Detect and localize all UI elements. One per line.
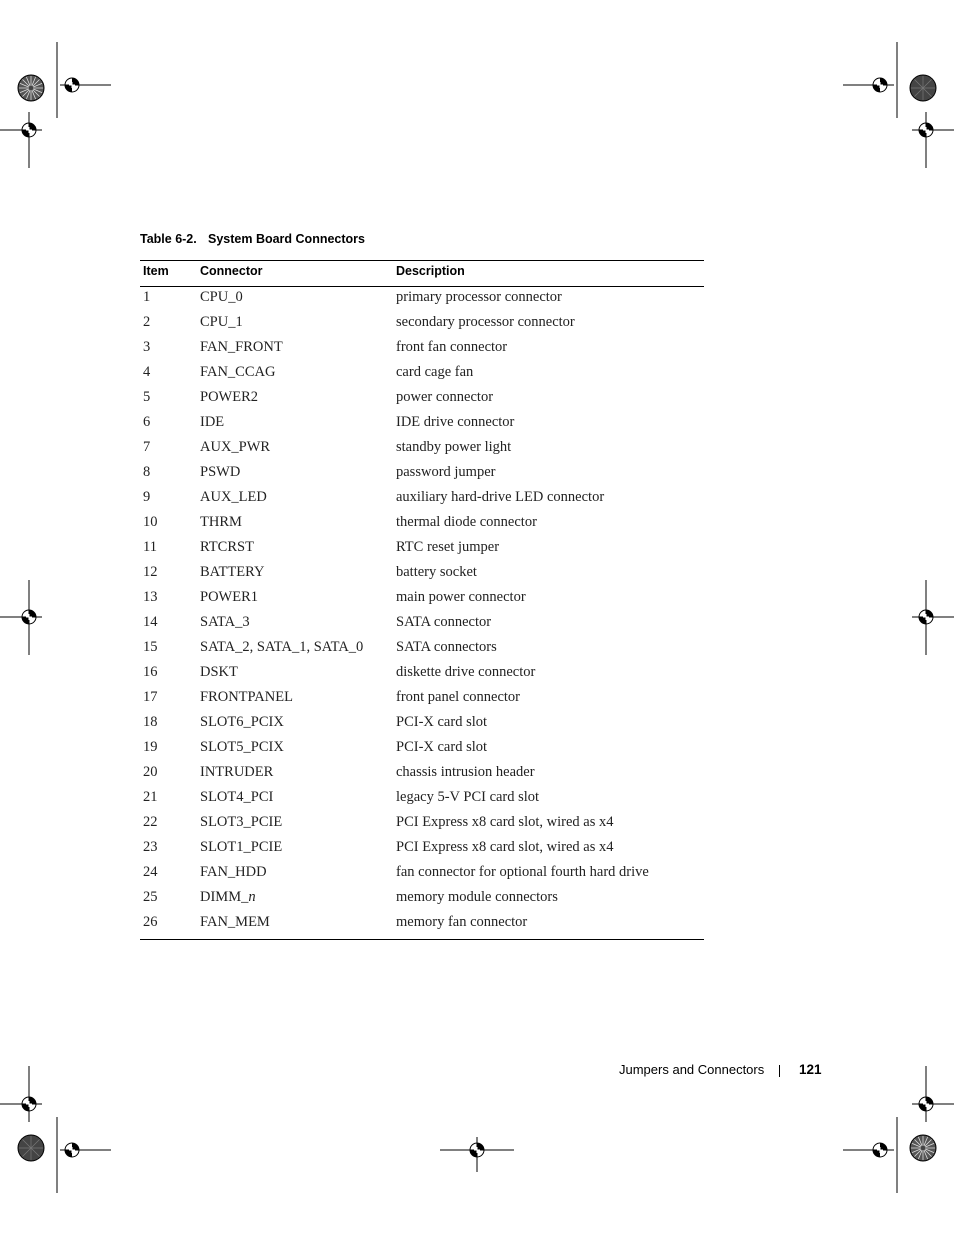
table-row: [140, 887, 704, 912]
cell-item: 16: [143, 664, 158, 680]
cell-connector: [200, 512, 242, 532]
cell-connector: [200, 737, 284, 757]
cell-item: 14: [143, 614, 158, 630]
cell-connector-text: SLOT5_PCIX: [200, 739, 284, 755]
cell-description: memory fan connector: [396, 914, 528, 930]
cell-connector: [200, 912, 270, 932]
table-body: [140, 287, 704, 939]
table-title: System Board Connectors: [208, 232, 365, 246]
cell-description: fan connector for optional fourth hard drive: [396, 864, 649, 880]
cell-connector-text: DSKT: [200, 664, 238, 680]
cell-connector-text: DIMM_: [200, 889, 249, 905]
table-row: [140, 912, 704, 937]
cell-description: memory module connectors: [396, 889, 558, 905]
registration-mark-bottom-right: [843, 1066, 954, 1193]
table-row: [140, 412, 704, 437]
cell-description: primary processor connector: [396, 289, 562, 305]
cell-item: 7: [143, 439, 151, 455]
cell-description: PCI Express x8 card slot, wired as x4: [396, 839, 614, 855]
cell-connector: [200, 862, 267, 882]
cell-item: 18: [143, 714, 158, 730]
cell-description: secondary processor connector: [396, 314, 575, 330]
registration-mark-bottom-center: [440, 1137, 514, 1172]
cell-connector-text: BATTERY: [200, 564, 265, 580]
cell-connector: [200, 462, 240, 482]
table-row: [140, 512, 704, 537]
cell-connector-text: SATA_2, SATA_1, SATA_0: [200, 639, 364, 655]
cell-connector-text: FAN_CCAG: [200, 364, 276, 380]
table-row: [140, 287, 704, 312]
table-header-row: [140, 261, 704, 287]
cell-description: main power connector: [396, 589, 526, 605]
registration-mark-bottom-left: [0, 1066, 111, 1193]
footer-separator: [779, 1065, 780, 1077]
cell-description: card cage fan: [396, 364, 474, 380]
cell-item: 25: [143, 889, 158, 905]
table-row: [140, 312, 704, 337]
cell-item: 23: [143, 839, 158, 855]
cell-connector-text: SLOT6_PCIX: [200, 714, 284, 730]
cell-connector-text: FAN_MEM: [200, 914, 270, 930]
table-row: [140, 562, 704, 587]
cell-item: 2: [143, 314, 151, 330]
cell-item: 1: [143, 289, 151, 305]
table-row: [140, 637, 704, 662]
cell-connector: [200, 837, 282, 857]
cell-item: 8: [143, 464, 151, 480]
cell-connector: [200, 812, 282, 832]
cell-connector: [200, 712, 284, 732]
cell-item: 15: [143, 639, 158, 655]
cell-item: 24: [143, 864, 158, 880]
cell-item: 26: [143, 914, 158, 930]
cell-description: PCI Express x8 card slot, wired as x4: [396, 814, 614, 830]
table-row: [140, 837, 704, 862]
cell-connector-variable: n: [248, 889, 256, 905]
registration-mark-middle-left: [0, 580, 42, 655]
cell-connector: [200, 337, 283, 357]
cell-item: 22: [143, 814, 158, 830]
cell-connector: [200, 887, 256, 907]
page-footer: [0, 1062, 954, 1080]
table-row: [140, 712, 704, 737]
cell-connector: [200, 787, 273, 807]
table-row: [140, 662, 704, 687]
header-item: Item: [143, 264, 169, 278]
cell-item: 3: [143, 339, 151, 355]
cell-connector: [200, 587, 258, 607]
cell-connector: [200, 487, 267, 507]
table-row: [140, 487, 704, 512]
table-row: [140, 462, 704, 487]
cell-description: password jumper: [396, 464, 496, 480]
cell-description: thermal diode connector: [396, 514, 537, 530]
cell-item: 6: [143, 414, 151, 430]
cell-connector: [200, 312, 243, 332]
cell-item: 12: [143, 564, 158, 580]
registration-mark-top-right: [843, 42, 954, 168]
cell-item: 9: [143, 489, 151, 505]
cell-description: PCI-X card slot: [396, 714, 488, 730]
table-row: [140, 737, 704, 762]
table-row: [140, 362, 704, 387]
cell-item: 5: [143, 389, 151, 405]
table-row: [140, 612, 704, 637]
cell-connector: [200, 437, 270, 457]
cell-description: legacy 5-V PCI card slot: [396, 789, 540, 805]
cell-connector: [200, 562, 264, 582]
table-row: [140, 762, 704, 787]
cell-description: RTC reset jumper: [396, 539, 500, 555]
cell-connector: [200, 362, 275, 382]
cell-connector-text: FAN_HDD: [200, 864, 267, 880]
registration-mark-top-left: [0, 42, 111, 168]
cell-item: 17: [143, 689, 158, 705]
cell-connector: [200, 762, 273, 782]
registration-mark-middle-right: [912, 580, 954, 655]
table-row: [140, 437, 704, 462]
cell-item: 4: [143, 364, 151, 380]
cell-connector-text: POWER2: [200, 389, 258, 405]
cell-connector: [200, 287, 243, 307]
cell-description: SATA connector: [396, 614, 492, 630]
table-row: [140, 812, 704, 837]
cell-connector-text: AUX_LED: [200, 489, 267, 505]
cell-connector: [200, 662, 238, 682]
table-row: [140, 862, 704, 887]
cell-description: auxiliary hard-drive LED connector: [396, 489, 605, 505]
cell-connector: [200, 387, 258, 407]
cell-description: chassis intrusion header: [396, 764, 535, 780]
cell-item: 21: [143, 789, 158, 805]
cell-description: PCI-X card slot: [396, 739, 488, 755]
page-number: 121: [799, 1062, 822, 1077]
cell-description: IDE drive connector: [396, 414, 515, 430]
cell-connector: [200, 612, 250, 632]
cell-connector-text: THRM: [200, 514, 242, 530]
cell-connector-text: CPU_1: [200, 314, 243, 330]
cell-description: battery socket: [396, 564, 477, 580]
table-row: [140, 337, 704, 362]
cell-connector-text: CPU_0: [200, 289, 243, 305]
table-row: [140, 787, 704, 812]
cell-connector-text: SATA_3: [200, 614, 250, 630]
cell-connector-text: AUX_PWR: [200, 439, 271, 455]
cell-connector: [200, 687, 293, 707]
cell-connector-text: FRONTPANEL: [200, 689, 293, 705]
cell-item: 20: [143, 764, 158, 780]
cell-connector-text: INTRUDER: [200, 764, 274, 780]
cell-description: SATA connectors: [396, 639, 497, 655]
table-row: [140, 387, 704, 412]
table-number: Table 6-2.: [140, 232, 197, 246]
cell-connector-text: FAN_FRONT: [200, 339, 283, 355]
cell-item: 13: [143, 589, 158, 605]
cell-connector-text: PSWD: [200, 464, 241, 480]
cell-item: 10: [143, 514, 158, 530]
cell-item: 11: [143, 539, 157, 555]
cell-description: diskette drive connector: [396, 664, 536, 680]
cell-connector: [200, 537, 254, 557]
header-description: Description: [396, 264, 465, 278]
table-caption: [140, 232, 365, 246]
table-row: [140, 537, 704, 562]
cell-description: front panel connector: [396, 689, 521, 705]
cell-description: power connector: [396, 389, 494, 405]
header-connector: Connector: [200, 264, 263, 278]
footer-section-title: Jumpers and Connectors: [619, 1062, 765, 1077]
cell-connector-text: POWER1: [200, 589, 258, 605]
cell-connector-text: SLOT4_PCI: [200, 789, 274, 805]
cell-item: 19: [143, 739, 158, 755]
cell-connector: [200, 412, 224, 432]
cell-description: front fan connector: [396, 339, 508, 355]
table-row: [140, 687, 704, 712]
cell-connector: [200, 637, 363, 657]
cell-connector-text: IDE: [200, 414, 225, 430]
cell-connector-text: RTCRST: [200, 539, 254, 555]
cell-connector-text: SLOT3_PCIE: [200, 814, 283, 830]
table-row: [140, 587, 704, 612]
cell-connector-text: SLOT1_PCIE: [200, 839, 283, 855]
connectors-table: [140, 260, 704, 940]
cell-description: standby power light: [396, 439, 512, 455]
